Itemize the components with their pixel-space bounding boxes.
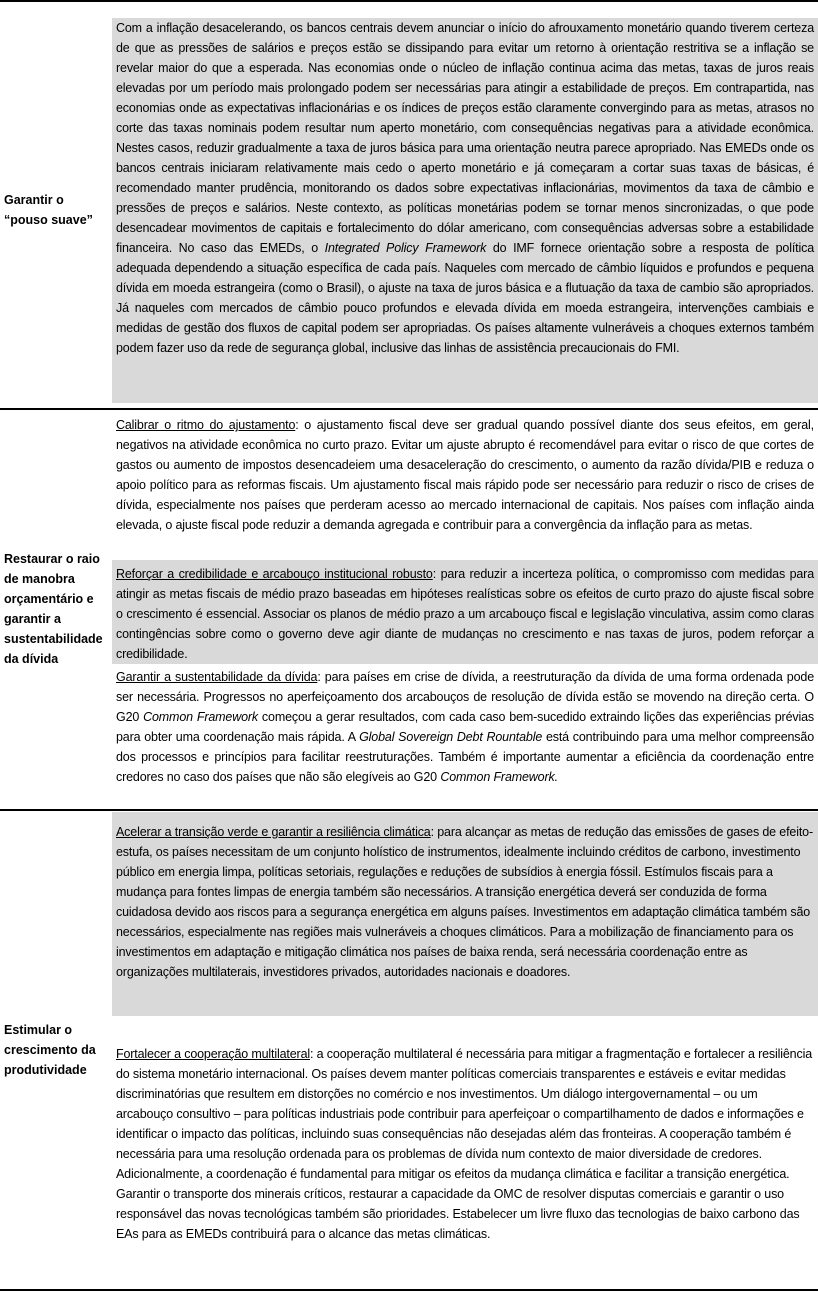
row-divider — [0, 408, 818, 410]
heading-sustentabilidade: Garantir a sustentabilidade da dívida — [116, 670, 318, 684]
row-cell-produtividade-block-2 — [112, 1044, 818, 1274]
heading-calibrar: Calibrar o ritmo do ajustamento — [116, 418, 296, 432]
row-cell-divida-block-3 — [112, 667, 818, 808]
heading-cooperacao: Fortalecer a cooperação multilateral — [116, 1047, 311, 1061]
paragraph-garantir-sustentabilidade: Garantir a sustentabilidade da dívida: para países em crise de dívida, a reestruturação da dívida de uma forma ordenada pode ser necessária. Progressos no aperfeiçoamento dos arcabouços de resolução de dívida estão se movendo na direção certa. O G20 Common Framework começou a gerar resultados, com cada caso bem-sucedido extraindo lições das experiências prévias para obter uma coordenação mais rápida. A Global Sovereign Debt Rountable está contribuindo para uma melhor compreensão dos processos e princípios para facilitar reestruturações. Também é importante aumentar a eficiência da coordenação entre credores no caso dos países que não são elegíveis ao G20 Common Framework. — [116, 670, 815, 784]
row-cell-divida-block-2 — [112, 560, 818, 664]
paragraph-transicao-verde: Acelerar a transição verde e garantir a resiliência climática: para alcançar as metas de redução das emissões de gases de efeito-estufa, os países necessitam de um conjunto holístico de instrumentos, idealmente incluindo créditos de carbono, investimento público em energia limpa, políticas setoriais, regulações e reduções de subsídios à energia fóssil. Estímulos fiscais para a mudança para fontes limpas de energia também são necessários. A transição energética deverá ser conduzida de forma cuidadosa devido aos riscos para a segurança energética em alguns países. Investimentos em adaptação climática também são necessários, especialmente nas regiões mais vulneráveis a choques climáticos. Para a mobilização de financiamento para os investimentos em adaptação e mitigação climática nos países de baixa renda, será necessária coordenação entre as organizações multilaterais, investidores privados, autoridades nacionais e doadores. — [116, 825, 813, 979]
paragraph-calibrar: Calibrar o ritmo do ajustamento: o ajustamento fiscal deve ser gradual quando possível diante dos seus efeitos, em geral, negativos na atividade econômica no curto prazo. Evitar um ajuste abrupto é recomendável para evitar o risco de que cortes de gastos ou aumento de impostos desencadeiem uma desaceleração do crescimento, o aumento da razão dívida/PIB e reduza o apoio político para as reformas fiscais. Um ajustamento fiscal mais rápido pode ser necessário para reduzir o risco de crises de dívida, especialmente nos países que perderam acesso ao mercado internacional de capitais. Nos países com inflação ainda elevada, o ajuste fiscal pode reduzir a demanda agregada e contribuir para a convergência da inflação para as metas. — [116, 418, 814, 532]
paragraph-cooperacao-multilateral: Fortalecer a cooperação multilateral: a cooperação multilateral é necessária para mitigar a fragmentação e fortalecer a resiliência do sistema monetário internacional. Os países devem manter políticas comerciais transparentes e estáveis e evitar medidas discriminatórias que resultem em distorções no comércio e nos investimentos. Um diálogo intergovernamental – ou um arcabouço consultivo – para políticas industriais pode contribuir para aperfeiçoar o compartilhamento de dados e informações e identificar o impacto das políticas, incluindo suas consequências não desejadas além das fronteiras. A cooperação também é necessária para uma resolução ordenada para os problemas de dívida num contexto de maior diversidade de credores. Adicionalmente, a coordenação é fundamental para mitigar os efeitos da mudança climática e facilitar a transição energética. Garantir o transporte dos minerais críticos, restaurar a capacidade da OMC de resolver disputas comerciais e garantir o uso responsável das novas tecnológicas também são prioridades. Estabelecer um livre fluxo das tecnologias de baixo carbono das EAs para as EMEDs contribuirá para o alcance das metas climáticas. — [116, 1047, 813, 1241]
paragraph-pouso-suave: Com a inflação desacelerando, os bancos centrais devem anunciar o início do afrouxamento monetário quando tiverem certeza de que as pressões de salários e preços estão se dissipando para evitar um retorno à orientação restritiva se a inflação se revelar maior do que a esperada. Nas economias onde o núcleo de inflação continua acima das metas, taxas de juros reais elevadas por um período mais prolongado podem ser necessárias para atingir a estabilidade de preços. Em contrapartida, nas economias onde as expectativas inflacionárias e os índices de preços estão claramente convergindo para as metas, atrasos no corte das taxas nominais podem resultar num aperto monetário, com consequências negativas para a atividade econômica. Nestes casos, reduzir gradualmente a taxa de juros básica para uma orientação neutra parece apropriado. Nas EMEDs onde os bancos centrais iniciaram relativamente mais cedo o aperto monetário e já começaram a cortar suas taxas de básicas, é recomendado manter prudência, monitorando os dados sobre expectativas inflacionárias, movimentos da taxa de câmbio e pressões de preços e salários. Neste contexto, as políticas monetárias podem se tornar menos sincronizadas, o que pode desencadear movimentos de capitais e fortalecimento do dólar americano, com consequências adversas sobre a estabilidade financeira. No caso das EMEDs, o Integrated Policy Framework do IMF fornece orientação sobre a resposta de política adequada dependendo a situação específica de cada país. Naqueles com mercado de câmbio líquidos e profundos e pequena dívida em moeda estrangeira (como o Brasil), o ajuste na taxa de juros básica e a flutuação da taxa de cambio são apropriados. Já naqueles com mercados de câmbio pouco profundos e elevada dívida em moeda estrangeira, intervenções cambiais e medidas de gestão dos fluxos de capital podem ser apropriadas. Os países altamente vulneráveis a choques externos também podem fazer uso da rede de segurança global, inclusive das linhas de assistência precaucionais do FMI. — [116, 21, 815, 355]
table-top-border — [0, 0, 818, 2]
row-label-divida: Restaurar o raio de manobra orçamentário e garantir a sustentabilidade da dívida — [4, 552, 103, 666]
row-cell-divida-block-1 — [112, 415, 818, 556]
heading-reforcar: Reforçar a credibilidade e arcabouço institucional robusto — [116, 567, 433, 581]
paragraph-reforcar: Reforçar a credibilidade e arcabouço institucional robusto: para reduzir a incerteza política, o compromisso com medidas para atingir as metas fiscais de médio prazo baseadas em hipóteses realísticas sobre os efeitos de curto prazo do ajuste fiscal sobre o crescimento é essencial. Associar os planos de médio prazo a um arcabouço fiscal e legislação vinculativa, assim como claras contingências sobre como o governo deve agir diante de mudanças no crescimento e nas taxas de juros, podem reforçar a credibilidade. — [116, 567, 814, 661]
row-cell-pouso-suave — [112, 18, 818, 403]
row-label-produtividade: Estimular o crescimento da produtividade — [4, 1023, 96, 1077]
row-divider — [0, 809, 818, 811]
heading-transicao-verde: Acelerar a transição verde e garantir a resiliência climática — [116, 825, 431, 839]
row-cell-produtividade-block-1 — [112, 812, 818, 1016]
row-label-pouso-suave: Garantir o “pouso suave” — [4, 193, 93, 227]
table-bottom-border — [0, 1289, 818, 1291]
